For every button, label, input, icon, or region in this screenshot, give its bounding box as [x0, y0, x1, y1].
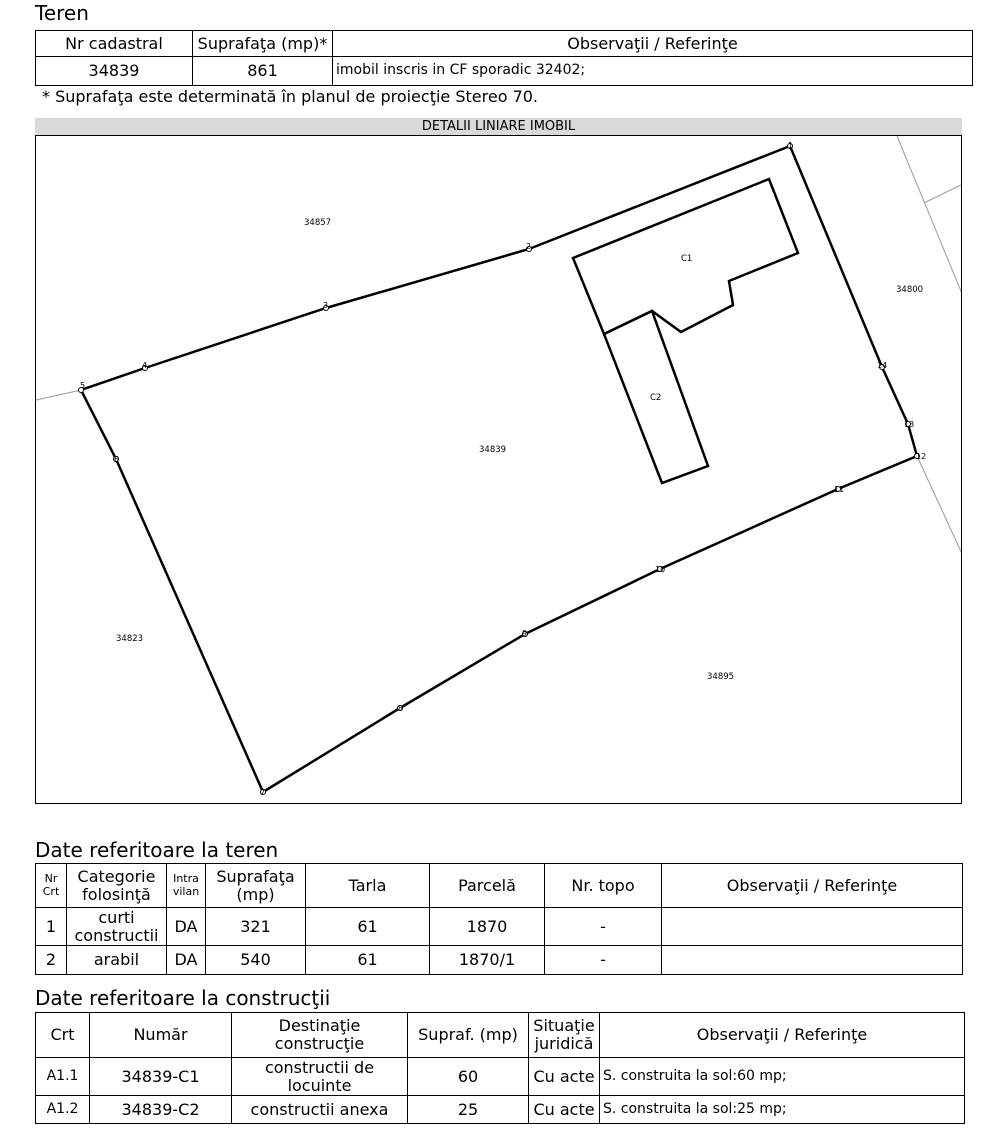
col-destinatie: Destinaţie construcţie: [232, 1013, 408, 1058]
label-34800: 34800: [896, 285, 924, 295]
col-nr-crt: Nr Crt: [36, 864, 67, 908]
table-row: [36, 908, 963, 946]
col-categorie: Categorie folosinţă: [67, 864, 167, 908]
parcel-boundary: [81, 146, 917, 792]
vertex-6: 6: [114, 455, 120, 464]
cell-supraf: 25: [408, 1096, 529, 1124]
cell-observatii: S. construita la sol:60 mp;: [600, 1058, 965, 1096]
label-34895: 34895: [707, 672, 735, 682]
cell-nr-topo: -: [545, 946, 662, 975]
vertex-12: 12: [916, 452, 927, 461]
cell-tarla: 61: [306, 946, 430, 975]
col-nr-topo: Nr. topo: [545, 864, 662, 908]
cell-crt: A1.2: [36, 1096, 90, 1124]
cell-suprafata: 540: [206, 946, 306, 975]
col-nr-cadastral: Nr cadastral: [36, 31, 193, 57]
vertex-13: 13: [904, 420, 915, 429]
cell-tarla: 61: [306, 908, 430, 946]
vertex-8: 8: [398, 704, 404, 713]
cell-situatie: Cu acte: [529, 1058, 600, 1096]
vertex-10: 10: [655, 565, 666, 574]
teren-table: [35, 30, 973, 86]
table-row: [36, 1096, 965, 1124]
table-row: [36, 1058, 965, 1096]
col-suprafata: Suprafaţa (mp): [206, 864, 306, 908]
col-observatii: Observaţii / Referinţe: [662, 864, 963, 908]
col-parcela: Parcelă: [430, 864, 545, 908]
label-34839: 34839: [479, 445, 507, 455]
vertex-4: 4: [142, 361, 148, 370]
cell-suprafata: 861: [193, 57, 333, 86]
col-suprafata: Suprafaţa (mp)*: [193, 31, 333, 57]
cell-destinatie: constructii de locuinte: [232, 1058, 408, 1096]
cell-suprafata: 321: [206, 908, 306, 946]
vertex-7: 7: [260, 788, 266, 797]
label-c2: C2: [650, 393, 662, 403]
vertex-14: 14: [877, 361, 888, 370]
date-constructii-title: Date referitoare la construcţii: [35, 986, 331, 1010]
label-34857: 34857: [304, 218, 332, 228]
col-intravilan: Intra vilan: [167, 864, 206, 908]
cell-intravilan: DA: [167, 908, 206, 946]
neighbor-boundaries: [36, 136, 962, 556]
cell-nr-cadastral: 34839: [36, 57, 193, 86]
vertex-1: 1: [788, 141, 794, 150]
cadastral-plan: [35, 135, 962, 804]
col-numar: Număr: [90, 1013, 232, 1058]
label-c1: C1: [681, 254, 693, 264]
teren-title: Teren: [35, 1, 89, 25]
vertex-11: 11: [834, 485, 845, 494]
col-observatii: Observaţii / Referinţe: [600, 1013, 965, 1058]
cell-numar: 34839-C1: [90, 1058, 232, 1096]
plan-title: DETALII LINIARE IMOBIL: [35, 118, 962, 135]
cell-observatii: imobil inscris in CF sporadic 32402;: [333, 57, 973, 86]
col-supraf: Supraf. (mp): [408, 1013, 529, 1058]
cell-observatii: [662, 946, 963, 975]
cell-intravilan: DA: [167, 946, 206, 975]
cell-numar: 34839-C2: [90, 1096, 232, 1124]
col-situatie: Situaţie juridică: [529, 1013, 600, 1058]
label-34823: 34823: [116, 634, 144, 644]
table-row: [36, 946, 963, 975]
col-observatii: Observaţii / Referinţe: [333, 31, 973, 57]
cell-observatii: [662, 908, 963, 946]
col-crt: Crt: [36, 1013, 90, 1058]
date-teren-title: Date referitoare la teren: [35, 838, 279, 862]
cell-destinatie: constructii anexa: [232, 1096, 408, 1124]
cell-nr-topo: -: [545, 908, 662, 946]
cell-categorie: arabil: [67, 946, 167, 975]
cell-parcela: 1870/1: [430, 946, 545, 975]
surface-note: * Suprafaţa este determinată în planul de proiecţie Stereo 70.: [42, 87, 539, 106]
date-teren-table: [35, 863, 963, 975]
cell-nr: 2: [36, 946, 67, 975]
vertex-2: 2: [526, 242, 532, 251]
vertex-5: 5: [80, 381, 86, 390]
col-tarla: Tarla: [306, 864, 430, 908]
cell-crt: A1.1: [36, 1058, 90, 1096]
date-constructii-table: [35, 1012, 965, 1124]
cell-nr: 1: [36, 908, 67, 946]
cell-parcela: 1870: [430, 908, 545, 946]
cell-supraf: 60: [408, 1058, 529, 1096]
vertex-3: 3: [323, 301, 329, 310]
cell-categorie: curti constructii: [67, 908, 167, 946]
cell-observatii: S. construita la sol:25 mp;: [600, 1096, 965, 1124]
vertex-9: 9: [522, 629, 528, 638]
cell-situatie: Cu acte: [529, 1096, 600, 1124]
